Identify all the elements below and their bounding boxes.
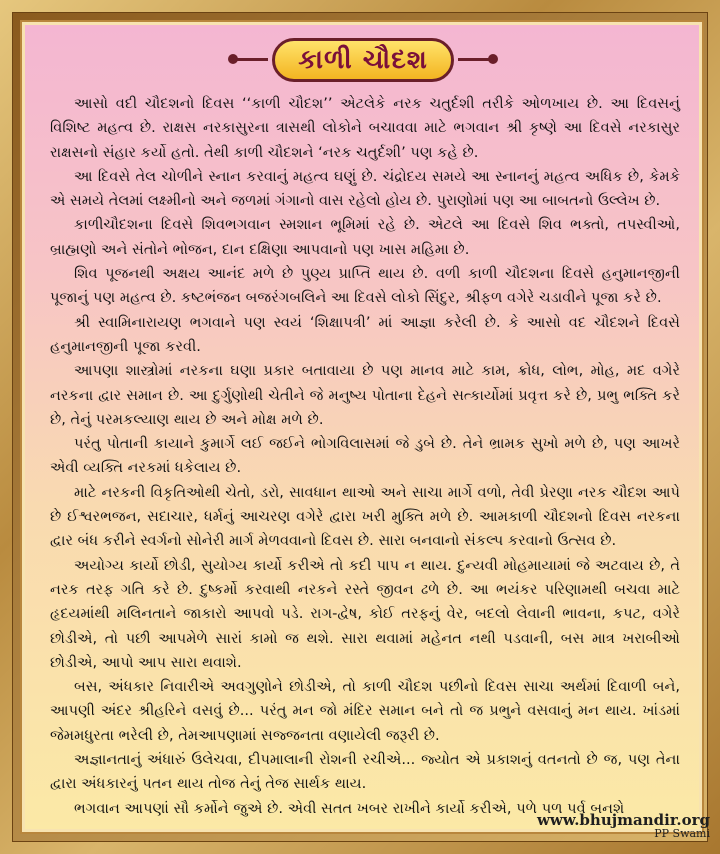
paragraph: બસ, અંધકાર નિવારીએ અવગુણોને છોડીએ, તો કાળી ચૌદશ પછીનો દિવસ સાચા અર્થમાં દિવાળી બને, આપણી અંદર શ્રીહરિને વસવું છે... પરંતુ મન જો મંદિર સમાન બને તો જ પ્રભુને વસવાનું મન થાય. ખાંડમાં જેમમધુરતા ભરેલી છે, તેમઆપણામાં સજ્જનતા વણાયેલી જરૂરી છે. — [50, 678, 680, 744]
paragraph: આ દિવસે તેલ ચોળીને સ્નાન કરવાનું મહત્વ ઘણું છે. ચંદ્રોદય સમયે આ સ્નાનનું મહત્વ અધિક છે, કેમકે એ સમયે તેલમાં લક્ષ્મીનો અને જળમાં ગંગાનો વાસ રહેલો હોય છે. પુરાણોમાં પણ આ બાબતનો ઉલ્લેખ છે. — [50, 167, 680, 210]
article-panel — [20, 20, 704, 834]
title-badge — [272, 38, 454, 82]
title-rule-right — [458, 58, 492, 61]
page-title: કાળી ચૌદશ — [298, 44, 428, 75]
paragraph: કાળીચૌદશના દિવસે શિવભગવાન સ્મશાન ભૂમિમાં રહે છે. એટલે આ દિવસે શિવ ભક્તો, તપસ્વીઓ, બ્રાહ્મણો અને સંતોને ભોજન, દાન દક્ષિણા આપવાનો પણ ખાસ મહિમા છે. — [50, 216, 680, 258]
paragraph: પરંતુ પોતાની કાયાને કુમાર્ગે લઈ જઈને ભોગવિલાસમાં જે ડુબે છે. તેને ભ્રામક સુખો મળે છે, પણ આખરે એવી વ્યક્તિ નરકમાં ધકેલાય છે. — [50, 435, 680, 477]
paragraph: ભગવાન આપણાં સૌ કર્મોને જુએ છે. એવી સતત ખબર રાખીને કાર્યો કરીએ, પળે પળ પર્વ બનશે — [74, 799, 625, 817]
watermark-url[interactable]: www.bhujmandir.org — [536, 811, 710, 829]
title-rule-left — [234, 58, 268, 61]
paragraph: શિવ પૂજનથી અક્ષય આનંદ મળે છે પુણ્ય પ્રાપ્તિ થાય છે. વળી કાળી ચૌદશના દિવસે હનુમાનજીની પૂજાનું પણ મહત્વ છે. કષ્ટભંજન બજરંગબલિને આ દિવસે લોકો સિંદુર, શ્રીફળ વગેરે ચડાવીને પૂજા કરે છે. — [50, 265, 680, 307]
title-banner — [22, 32, 702, 86]
site-watermark — [537, 812, 710, 840]
paragraph: આસો વદી ચૌદશનો દિવસ ‘‘કાળી ચૌદશ’’ એટલેકે નરક ચતુર્દશી તરીકે ઓળખાય છે. આ દિવસનું વિશિષ્ટ મહત્વ છે. રાક્ષસ નરકાસુરના ત્રાસથી લોકોને બચાવવા માટે ભગવાન શ્રી કૃષ્ણે આ દિવસે નરકાસુર રાક્ષસનો સંહાર કર્યો હતો. તેથી કાળી ચૌદશને ‘નરક ચતુર્દશી’ પણ કહે છે. — [50, 95, 680, 161]
watermark-author: PP Swami — [654, 827, 710, 840]
paragraph: અયોગ્ય કાર્યો છોડી, સુયોગ્ય કાર્યો કરીએ તો કદી પાપ ન થાય. દુન્યવી મોહમાયામાં જે અટવાય છે, તે નરક તરફ ગતિ કરે છે. દુષ્કર્મો કરવાથી નરકને રસ્તે જીવન ઢળે છે. આ ભયંકર પરિણામથી બચવા માટે હૃદયમાંથી મલિનતાને જાકારો આપવો પડે. રાગ-દ્વેષ, કોઈ તરફનું વેર, બદલો લેવાની ભાવના, કપટ, વગેરે છોડીએ, તો પછી આપમેળે સારાં કામો જ થશે. સારા થવામાં મહેનત નથી પડવાની, બસ માત્ર ખરાબીઓ છોડીએ, આપો આપ સારા થવાશે. — [50, 556, 680, 671]
paragraph: શ્રી સ્વામિનારાયણ ભગવાને પણ સ્વયં ‘શિક્ષાપત્રી’ માં આજ્ઞા કરેલી છે. કે આસો વદ ચૌદશને દિવસે હનુમાનજીની પૂજા કરવી. — [50, 313, 680, 355]
article-body — [50, 92, 680, 821]
paragraph: આપણા શાસ્ત્રોમાં નરકના ઘણા પ્રકાર બતાવાયા છે પણ માનવ માટે કામ, ક્રોધ, લોભ, મોહ, મદ વગેરે નરકના દ્વાર સમાન છે. આ દુર્ગુણોથી ચેતીને જે મનુષ્ય પોતાના દેહને સત્કાર્યોમાં પ્રવૃત્ત કરે છે, પ્રભુ ભક્તિ કરે છે, તેનું પરમકલ્યાણ થાય છે અને મોક્ષ મળે છે. — [50, 362, 680, 428]
paragraph: અજ્ઞાનતાનું અંધારું ઉલેચવા, દીપમાલાની રોશની રચીએ... જ્યોત એ પ્રકાશનું વતનતો છે જ, પણ તેના દ્વારા અંધકારનું પતન થાય તોજ તેનું તેજ સાર્થક થાય. — [50, 751, 680, 793]
paragraph: માટે નરકની વિકૃતિઓથી ચેતો, ડરો, સાવધાન થાઓ અને સાચા માર્ગે વળો, તેવી પ્રેરણા નરક ચૌદશ આપે છે ઈશ્વરભજન, સદાચાર, ધર્મનું આચરણ વગેરે દ્વારા ખરી મુક્તિ મળે છે. આમકાળી ચૌદશનો દિવસ નરકના દ્વાર બંધ કરીને સ્વર્ગનો સોનેરી માર્ગ મેળવવાનો દિવસ છે. સારા બનવાનો સંકલ્પ કરવાનો ઉત્સવ છે. — [50, 483, 680, 550]
title-ornament-right — [488, 54, 498, 64]
